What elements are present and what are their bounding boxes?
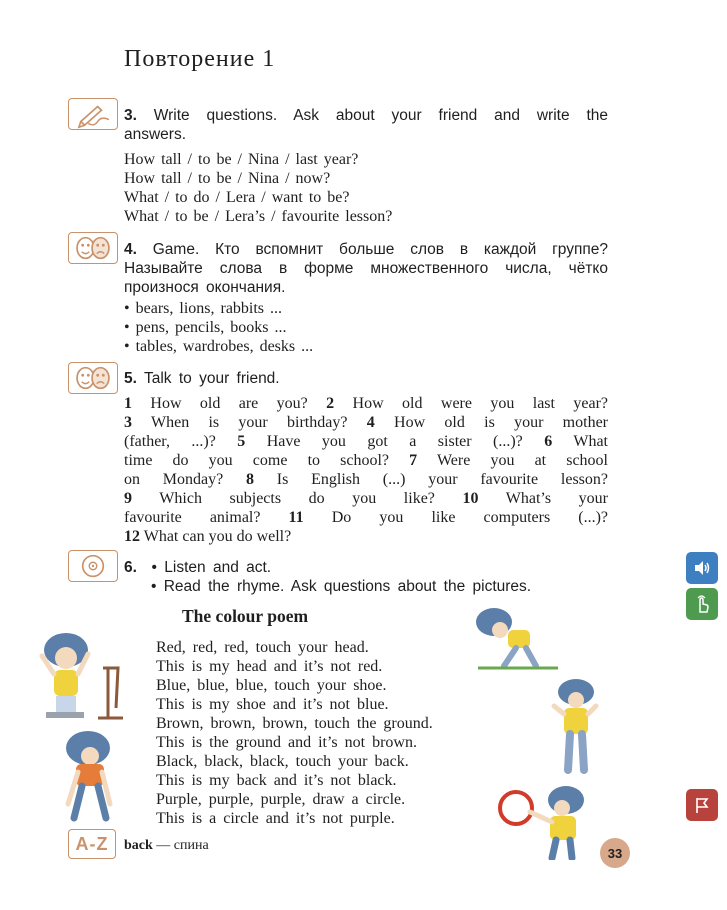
poem-line: This is my shoe and it’s not blue. xyxy=(156,696,389,713)
instruction-text: произнося окончания. xyxy=(124,279,286,296)
vocabulary-badge: A-Z xyxy=(68,829,116,859)
exercise-number: 6. xyxy=(124,559,137,576)
poem-line: Brown, brown, brown, touch the ground. xyxy=(156,715,433,732)
vocabulary-entry xyxy=(124,838,209,854)
exercise-5-questions xyxy=(124,394,608,546)
poem-line: Black, black, black, touch your back. xyxy=(156,753,409,770)
illustration-child-drawing-circle xyxy=(492,780,592,860)
exercise-6-instruction: 6. • Listen and act. • Read the rhyme. Ask questions about the pictures. xyxy=(124,559,532,595)
audio-button[interactable] xyxy=(686,552,718,584)
instruction-text: Listen and act. xyxy=(164,559,272,576)
question-line: 9 Which subjects do you like? 10 What’s your xyxy=(124,490,609,507)
theatre-masks-icon xyxy=(68,362,118,394)
interactive-button[interactable] xyxy=(686,588,718,620)
question-line: 3 When is your birthday? 4 How old is your mother xyxy=(124,414,609,431)
instruction-text: Game. Кто вспомнит больше слов в каждой группе? xyxy=(152,241,608,258)
poem-line: This is my head and it’s not red. xyxy=(156,658,383,675)
exercise-number: 5. xyxy=(124,370,137,387)
word-group: • pens, pencils, books ... xyxy=(124,318,313,337)
audio-cd-icon xyxy=(68,550,118,582)
poem-line: This is the ground and it’s not brown. xyxy=(156,734,417,751)
vocabulary-translation: спина xyxy=(173,838,209,853)
prompt-line: What / to do / Lera / want to be? xyxy=(124,189,350,206)
illustration-child-touching-head xyxy=(28,628,140,728)
instruction-text: Write questions. Ask about your friend and write the xyxy=(153,107,608,124)
instruction-text: Talk to your friend. xyxy=(143,370,280,387)
question-line: 1 How old are you? 2 How old were you last year? xyxy=(124,395,609,412)
exercise-3-prompts xyxy=(124,150,392,226)
word-group: • tables, wardrobes, desks ... xyxy=(124,337,313,356)
poem-line: This is my back and it’s not black. xyxy=(156,772,397,789)
word-group: • bears, lions, rabbits ... xyxy=(124,299,313,318)
pencil-icon-graphic xyxy=(69,99,117,129)
exercise-number: 4. xyxy=(124,241,137,258)
bookmark-flag-button[interactable] xyxy=(686,789,718,821)
vocabulary-dash: — xyxy=(152,838,174,853)
question-line: on Monday? 8 Is English (...) your favourite lesson? xyxy=(124,471,608,488)
prompt-line: What / to be / Lera’s / favourite lesson? xyxy=(124,208,393,225)
poem-line: Blue, blue, blue, touch your shoe. xyxy=(156,677,387,694)
page-title: Повторение 1 xyxy=(124,46,276,72)
illustration-child-touching-back xyxy=(540,676,610,776)
colour-poem xyxy=(156,638,433,828)
question-line: time do you come to school? 7 Were you at school xyxy=(124,452,609,469)
illustration-child-touching-shoe xyxy=(470,600,560,672)
pencil-writing-icon xyxy=(68,98,118,130)
question-line: 12 What can you do well? xyxy=(124,528,292,545)
prompt-line: How tall / to be / Nina / last year? xyxy=(124,151,359,168)
poem-line: Red, red, red, touch your head. xyxy=(156,639,369,656)
exercise-4-instruction xyxy=(124,240,608,297)
poem-title: The colour poem xyxy=(182,606,309,626)
poem-line: This is a circle and it’s not purple. xyxy=(156,810,395,827)
instruction-text: Read the rhyme. Ask questions about the pictures. xyxy=(163,578,532,595)
vocabulary-word: back xyxy=(124,838,153,853)
page-number: 33 xyxy=(600,838,630,868)
exercise-5-instruction xyxy=(124,369,280,388)
question-line: favourite animal? 11 Do you like computers (...)? xyxy=(124,509,609,526)
exercise-3-instruction xyxy=(124,106,608,144)
theatre-masks-icon xyxy=(68,232,118,264)
prompt-line: How tall / to be / Nina / now? xyxy=(124,170,331,187)
question-line: (father, ...)? 5 Have you got a sister (...)? 6 What xyxy=(124,433,608,450)
illustration-child-touching-ground xyxy=(44,726,140,822)
cd-graphic xyxy=(69,551,117,581)
masks-graphic xyxy=(69,363,117,393)
flag-icon xyxy=(692,795,712,815)
exercise-number: 3. xyxy=(124,107,137,124)
poem-line: Purple, purple, purple, draw a circle. xyxy=(156,791,406,808)
instruction-text: answers. xyxy=(124,126,187,143)
speaker-icon xyxy=(692,558,712,578)
instruction-text: Называйте слова в форме множественного числа, чётко xyxy=(124,260,608,277)
masks-graphic xyxy=(69,233,117,263)
exercise-4-word-groups xyxy=(124,299,313,356)
touch-hand-icon xyxy=(692,594,712,614)
